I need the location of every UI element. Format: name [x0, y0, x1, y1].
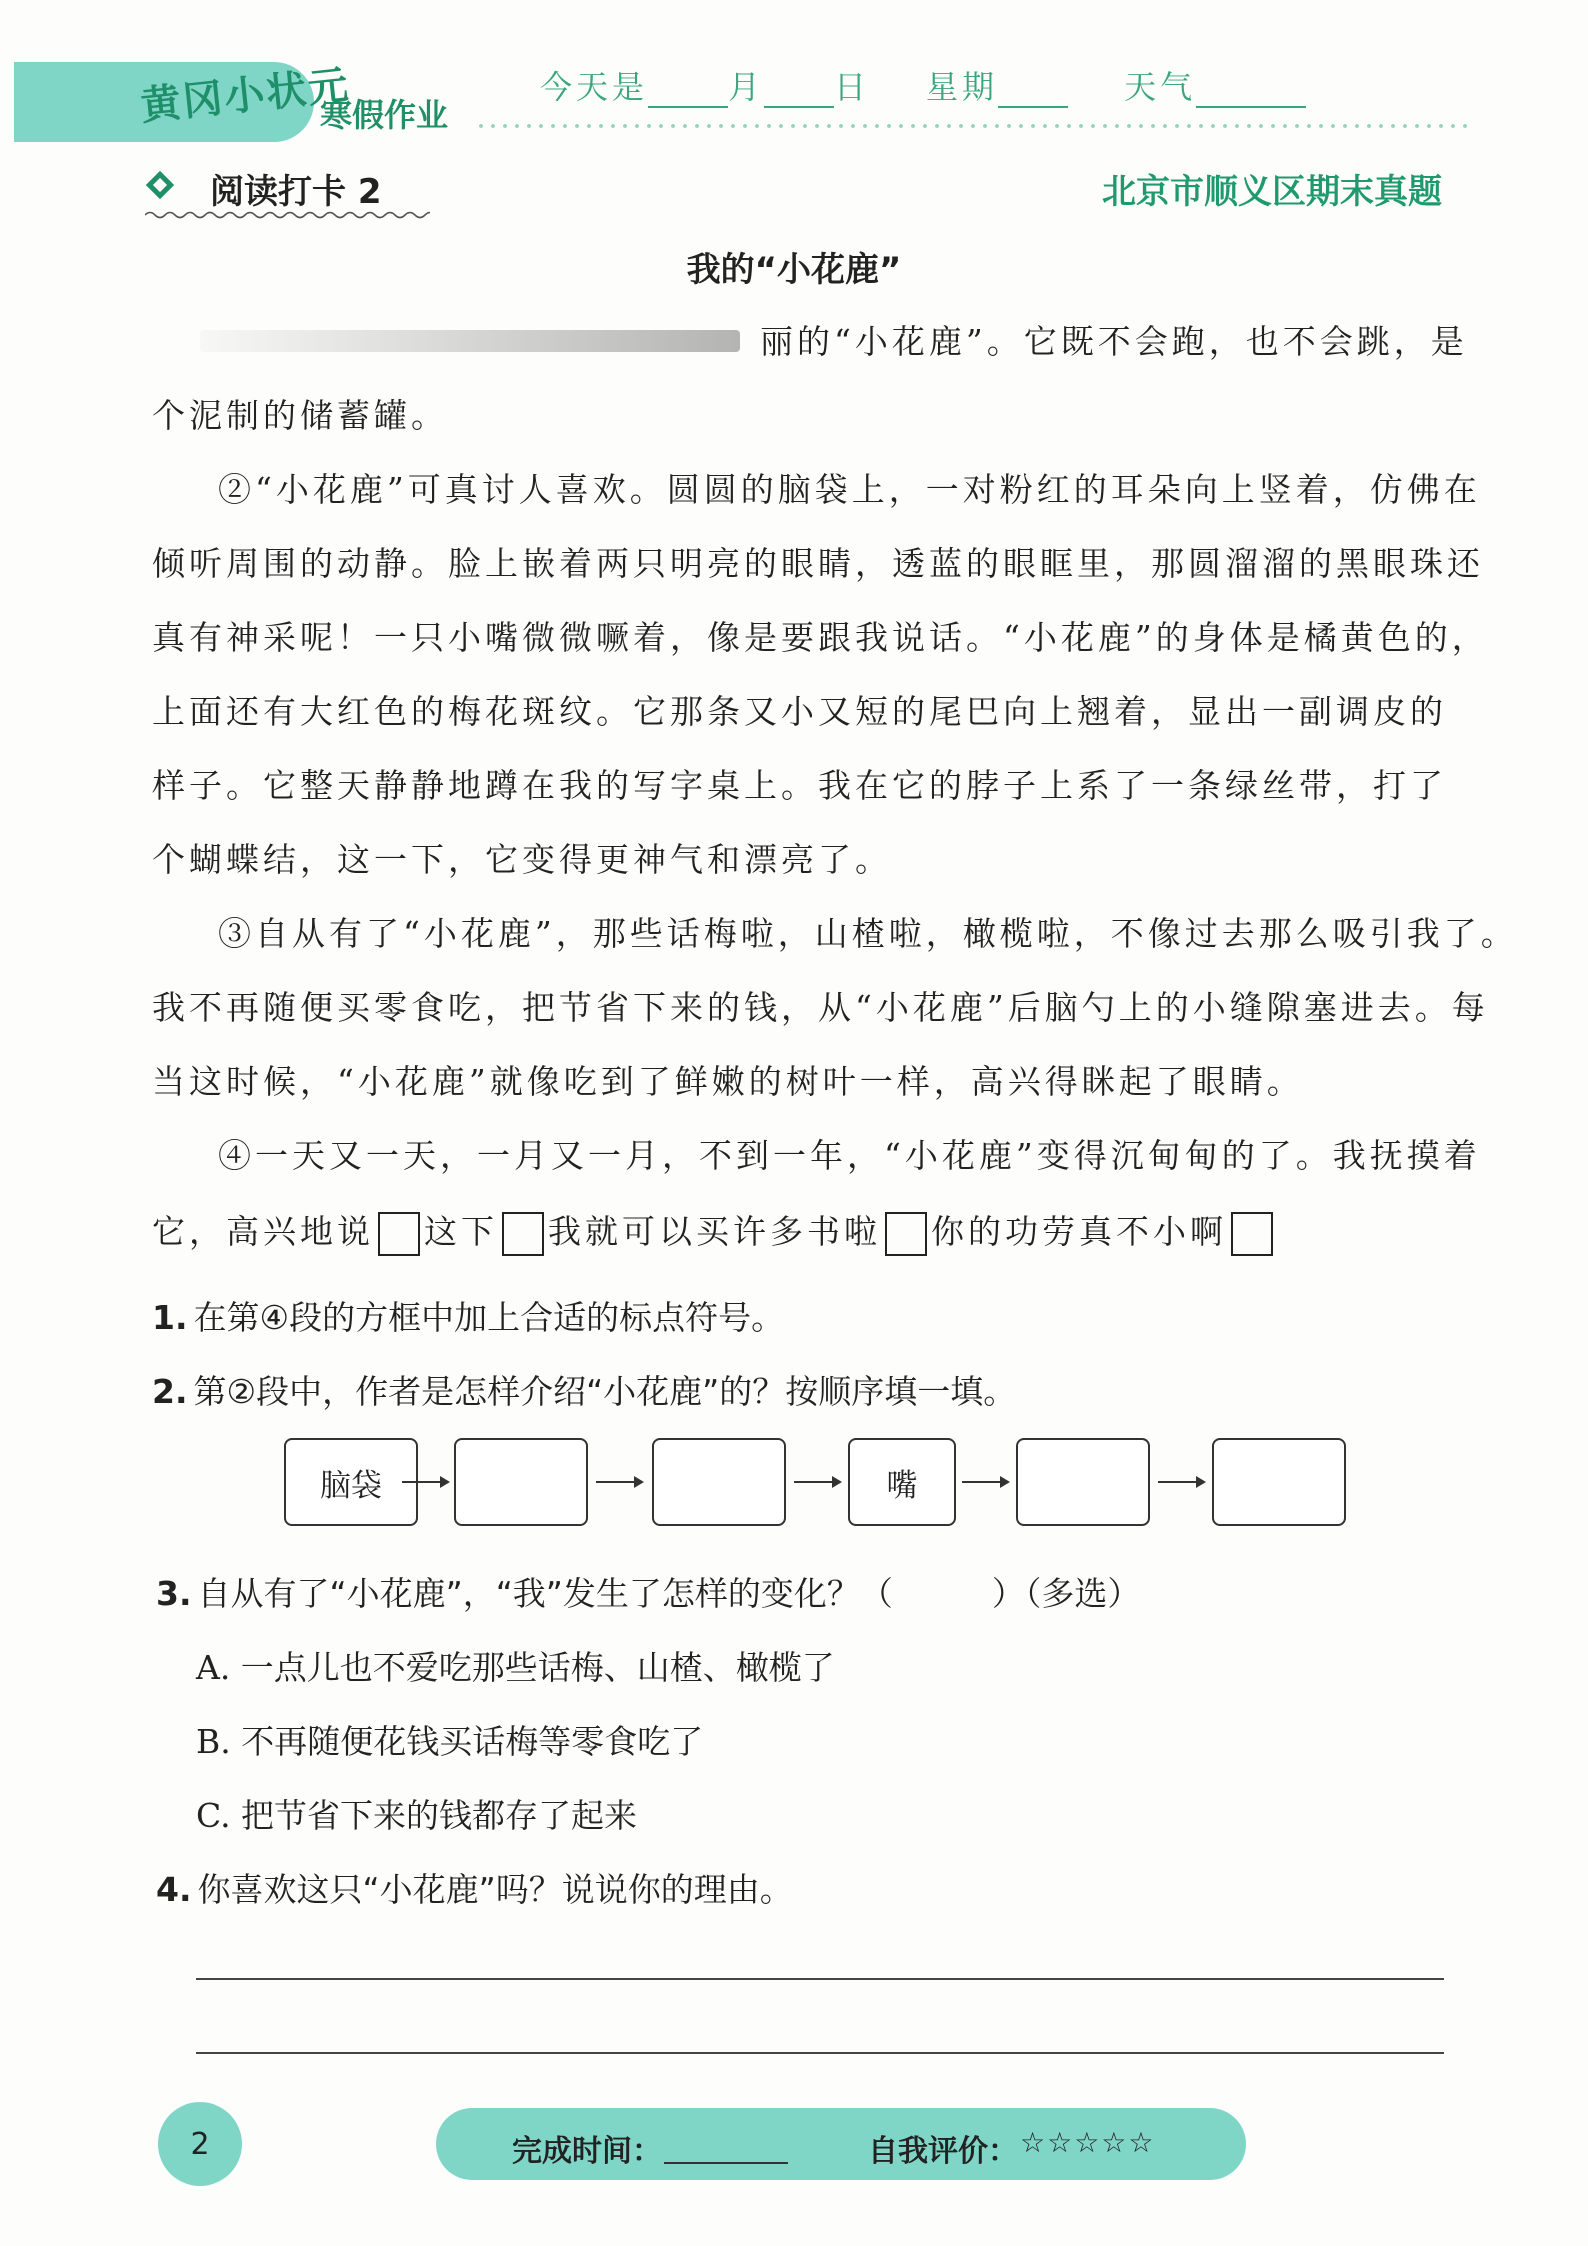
passage-fragment: 这下 — [424, 1212, 498, 1251]
question-text: 第②段中，作者是怎样介绍“小花鹿”的？按顺序填一填。 — [193, 1372, 1017, 1411]
passage-line: 个蝴蝶结，这一下，它变得更神气和漂亮了。 — [152, 840, 892, 879]
option-c[interactable]: C. 把节省下来的钱都存了起来 — [196, 1796, 638, 1835]
obscured-text — [200, 330, 740, 352]
flow-box[interactable] — [454, 1438, 588, 1526]
passage-fragment: 它，高兴地说 — [152, 1212, 374, 1251]
question-2 — [152, 1366, 1016, 1413]
passage-line: ③自从有了“小花鹿”，那些话梅啦，山楂啦，橄榄啦，不像过去那么吸引我了。 — [218, 914, 1518, 953]
brand-subtitle: 寒假作业 — [320, 96, 449, 134]
flow-box: 脑袋 — [284, 1438, 418, 1526]
month-label: 月 — [728, 68, 765, 106]
question-number: 4. — [156, 1870, 192, 1909]
arrow-right-icon — [792, 1470, 846, 1494]
day-label: 日 — [834, 68, 871, 106]
passage-fragment: 你的功劳真不小啊 — [931, 1212, 1227, 1251]
self-evaluation-label: 自我评价： — [868, 2134, 1018, 2169]
arrow-right-icon — [594, 1470, 648, 1494]
flow-box: 嘴 — [848, 1438, 956, 1526]
question-text: 在第④段的方框中加上合适的标点符号。 — [193, 1298, 785, 1337]
completion-time-label: 完成时间： — [512, 2134, 662, 2169]
brand-logo: 黄冈小状元 — [138, 62, 353, 130]
section-title: 阅读打卡 2 — [210, 172, 382, 212]
passage-line: 真有神采呢！一只小嘴微微噘着，像是要跟我说话。“小花鹿”的身体是橘黄色的， — [152, 618, 1489, 657]
question-4 — [156, 1864, 793, 1911]
punctuation-box[interactable] — [1231, 1212, 1273, 1256]
rating-stars[interactable]: ☆☆☆☆☆ — [1020, 2126, 1156, 2159]
arrow-right-icon — [960, 1470, 1014, 1494]
option-b[interactable]: B. 不再随便花钱买话梅等零食吃了 — [196, 1722, 704, 1761]
passage-line: 我不再随便买零食吃，把节省下来的钱，从“小花鹿”后脑勺上的小缝隙塞进去。每 — [152, 988, 1489, 1027]
passage-line: ④一天又一天，一月又一月，不到一年，“小花鹿”变得沉甸甸的了。我抚摸着 — [218, 1136, 1481, 1175]
answer-line[interactable] — [196, 2052, 1444, 2054]
flow-box[interactable] — [1016, 1438, 1150, 1526]
date-prefix: 今天是 — [540, 68, 649, 106]
month-blank[interactable] — [648, 76, 728, 108]
answer-line[interactable] — [196, 1978, 1444, 1980]
wavy-underline — [145, 210, 430, 220]
passage-line: 当这时候，“小花鹿”就像吃到了鲜嫩的树叶一样，高兴得眯起了眼睛。 — [152, 1062, 1304, 1101]
weekday-label: 星期 — [926, 68, 999, 106]
dotted-divider — [475, 124, 1475, 128]
day-blank[interactable] — [764, 76, 834, 108]
question-number: 2. — [152, 1372, 188, 1411]
passage-line: 倾听周围的动静。脸上嵌着两只明亮的眼睛，透蓝的眼眶里，那圆溜溜的黑眼珠还 — [152, 544, 1484, 583]
date-weather-line — [540, 62, 1306, 108]
question-text: 你喜欢这只“小花鹿”吗？说说你的理由。 — [197, 1870, 793, 1909]
arrow-right-icon — [400, 1470, 454, 1494]
weather-label: 天气 — [1124, 68, 1197, 106]
passage-line: 样子。它整天静静地蹲在我的写字桌上。我在它的脖子上系了一条绿丝带，打了 — [152, 766, 1447, 805]
question-text: 自从有了“小花鹿”，“我”发生了怎样的变化？（ ）（多选） — [197, 1574, 1141, 1613]
passage-last-line — [152, 1206, 1277, 1256]
completion-time-blank[interactable] — [664, 2162, 788, 2164]
flow-box[interactable] — [652, 1438, 786, 1526]
passage-line: 上面还有大红色的梅花斑纹。它那条又小又短的尾巴向上翘着，显出一副调皮的 — [152, 692, 1447, 731]
question-number: 3. — [156, 1574, 192, 1613]
question-1 — [152, 1292, 784, 1339]
passage-fragment: 我就可以买许多书啦 — [548, 1212, 881, 1251]
flow-box[interactable] — [1212, 1438, 1346, 1526]
weekday-blank[interactable] — [998, 76, 1068, 108]
diamond-bullet-icon — [146, 171, 174, 199]
punctuation-box[interactable] — [885, 1212, 927, 1256]
punctuation-box[interactable] — [502, 1212, 544, 1256]
question-number: 1. — [152, 1298, 188, 1337]
passage-title: 我的“小花鹿” — [686, 250, 902, 290]
passage-line: ②“小花鹿”可真讨人喜欢。圆圆的脑袋上，一对粉红的耳朵向上竖着，仿佛在 — [218, 470, 1481, 509]
passage-line: 丽的“小花鹿”。它既不会跑，也不会跳，是 — [760, 322, 1468, 361]
page-number: 2 — [158, 2102, 242, 2186]
question-3 — [156, 1568, 1140, 1615]
passage-line: 个泥制的储蓄罐。 — [152, 396, 448, 435]
option-a[interactable]: A. 一点儿也不爱吃那些话梅、山楂、橄榄了 — [196, 1648, 835, 1687]
exam-source: 北京市顺义区期末真题 — [1102, 172, 1442, 212]
weather-blank[interactable] — [1196, 76, 1306, 108]
arrow-right-icon — [1156, 1470, 1210, 1494]
punctuation-box[interactable] — [378, 1212, 420, 1256]
